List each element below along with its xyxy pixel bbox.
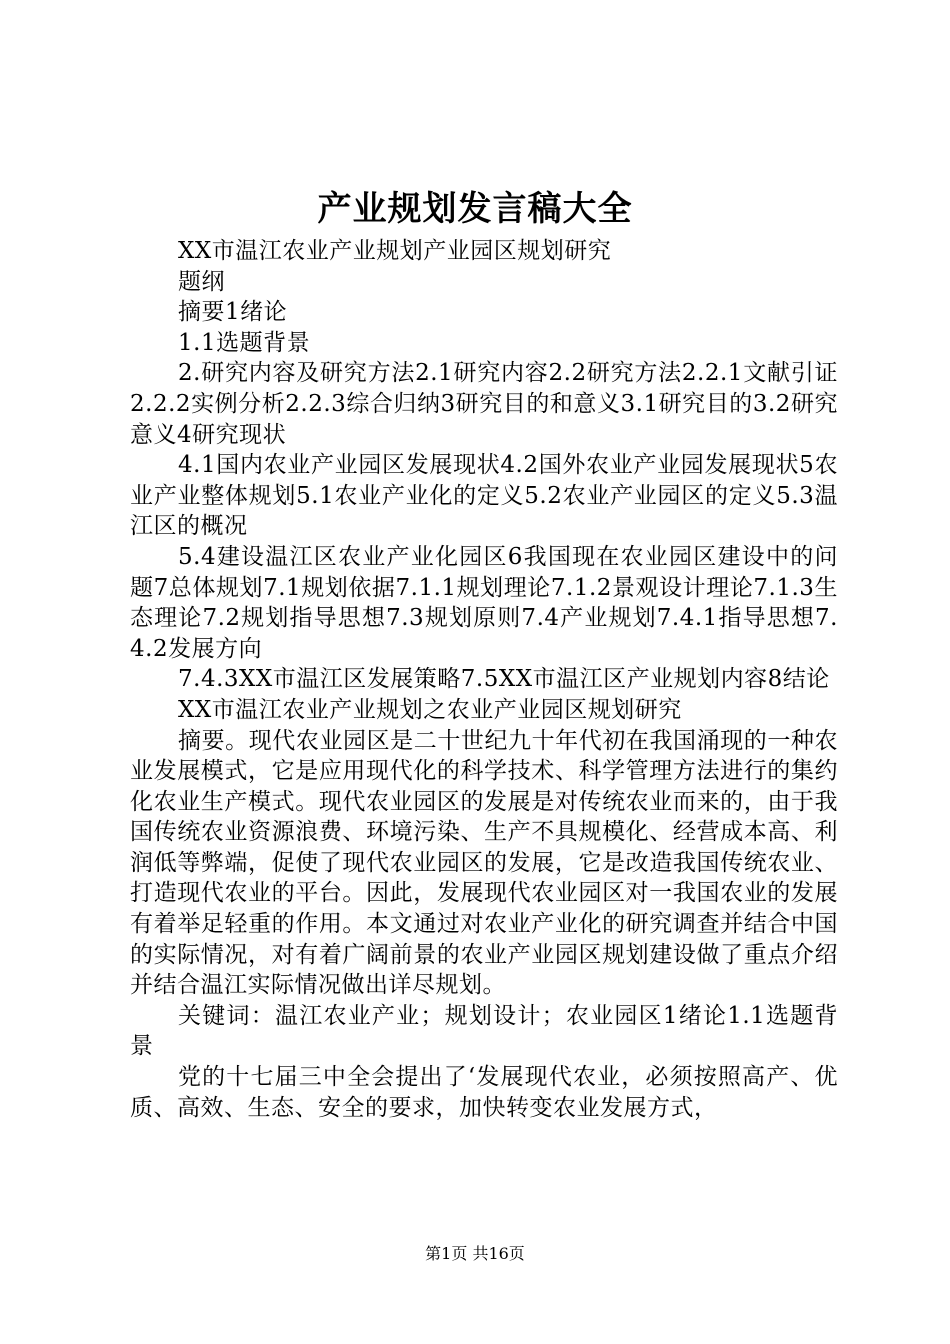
document-title: 产业规划发言稿大全 (317, 189, 633, 229)
paragraph: 7.4.3XX市温江区发展策略7.5XX市温江区产业规划内容8结论 (178, 666, 830, 693)
paragraph: XX市温江农业产业规划产业园区规划研究 (178, 238, 612, 264)
paragraph: 5.4建设温江区农业产业化园区6我国现在农业园区建设中的问题7总体规划7.1规划依据7.1.1规划理论7.1.2景观设计理论7.1.3生态理论7.2规划指导思想7.3规划原则7.4产业规划7.4.1指导思想7.4.2发展方向 (130, 543, 838, 662)
page-number-footer: 第1页 共16页 (425, 1244, 525, 1263)
paragraph: 2.研究内容及研究方法2.1研究内容2.2研究方法2.2.1文献引证2.2.2实例分析2.2.3综合归纳3研究目的和意义3.1研究目的3.2研究意义4研究现状 (130, 360, 838, 448)
paragraph: 4.1国内农业产业园区发展现状4.2国外农业产业园发展现状5农业产业整体规划5.1农业产业化的定义5.2农业产业园区的定义5.3温江区的概况 (130, 452, 838, 540)
paragraph: 摘要。现代农业园区是二十世纪九十年代初在我国涌现的一种农业发展模式，它是应用现代化的科学技术、科学管理方法进行的集约化农业生产模式。现代农业园区的发展是对传统农业而来的，由于我国传统农业资源浪费、环境污染、生产不具规模化、经营成本高、利润低等弊端，促使了现代农业园区的发展，它是改造我国传统农业、打造现代农业的平台。因此，发展现代农业园区对一我国农业的发展有着举足轻重的作用。本文通过对农业产业化的研究调查并结合中国的实际情况，对有着广阔前景的农业产业园区规划建设做了重点介绍并结合温江实际情况做出详尽规划。 (130, 727, 838, 999)
paragraph: 题纲 (178, 268, 225, 295)
paragraph: 1.1选题背景 (178, 329, 311, 356)
paragraph: XX市温江农业产业规划之农业产业园区规划研究 (178, 696, 682, 723)
document-body (130, 236, 838, 1123)
paragraph: 党的十七届三中全会提出了‘发展现代农业，必须按照高产、优质、高效、生态、安全的要求，加快转变农业发展方式， (130, 1064, 838, 1121)
paragraph: 关键词：温江农业产业；规划设计；农业园区1绪论1.1选题背景 (130, 1002, 838, 1060)
paragraph: 摘要1绪论 (178, 299, 288, 326)
